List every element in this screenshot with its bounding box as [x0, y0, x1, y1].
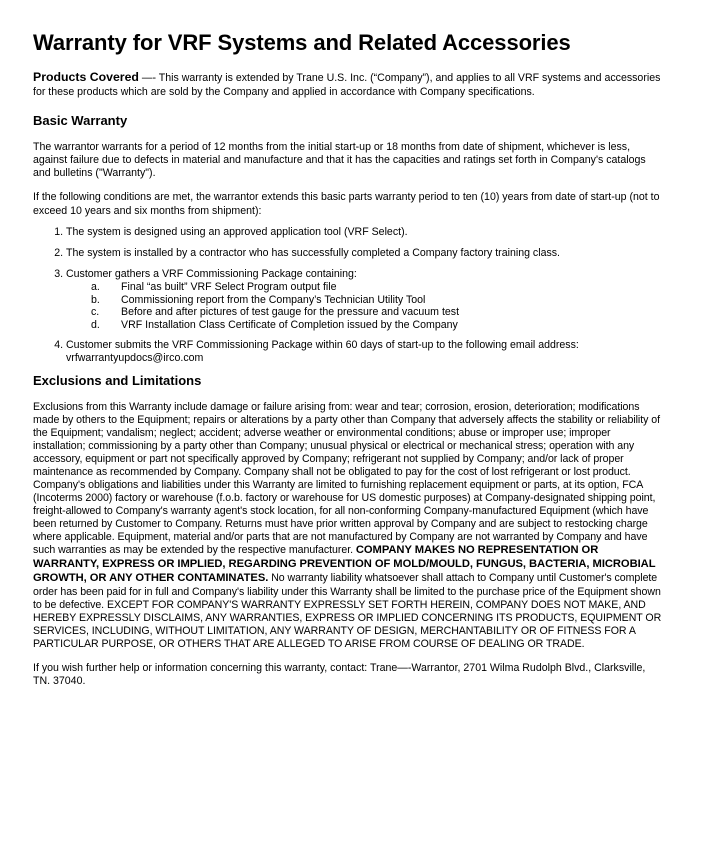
exclusions-bold-disclaimer: COMPANY MAKES NO REPRESENTATION OR WARRANTY, EXPRESS OR IMPLIED, REGARDING PREVENTION OF MOLD/MOULD, FUNGUS, BACTERIA, MICROBIAL GROWTH, OR ANY OTHER CONTAMINATES.: [33, 544, 656, 584]
condition-item-4: 4. Customer submits the VRF Commissioning Package within 60 days of start-up to the following email address: vrfwarrantyupdocs@irco.com: [66, 339, 663, 365]
products-covered-lead: Products Covered: [33, 70, 139, 85]
package-item-d: d. VRF Installation Class Certificate of Completion issued by the Company: [91, 318, 458, 331]
warranty-conditions-list: [33, 226, 663, 366]
products-covered-dash: —-: [138, 72, 159, 85]
condition-item-3: 3. Customer gathers a VRF Commissioning Package containing: a. Final “as built” VRF Select Program output file b. Commissioning report from the Company’s Technician Utility Tool c. Before and after pictures of test gauge for the pressure and vacuum test d. VRF Installation Class Certificate of Completion issued by the Company: [66, 268, 663, 331]
exclusions-heading: Exclusions and Limitations: [33, 373, 202, 389]
products-covered-text: This warranty is extended by Trane U.S. Inc. (“Company”), and applies to all VRF systems and accessories for these products which are sold by the Company and applied in accordance with Company specifications.: [33, 72, 661, 98]
exclusions-paragraph: [33, 401, 663, 651]
basic-warranty-paragraph-1: The warrantor warrants for a period of 12 months from the initial start-up or 18 months from date of shipment, whichever is less, against failure due to defects in material and manufacture and that it has the capacities and ratings set forth in Company's catalogs and bulletins ("Warranty").: [33, 140, 646, 180]
warranty-email-address: vrfwarrantyupdocs@irco.com: [66, 352, 204, 365]
package-item-c: c. Before and after pictures of test gauge for the pressure and vacuum test: [91, 306, 460, 319]
basic-warranty-heading: Basic Warranty: [33, 112, 128, 128]
basic-warranty-paragraph-2: If the following conditions are met, the warrantor extends this basic parts warranty period to ten (10) years from date of start-up (not to exceed 10 years and six months from shipment):: [33, 191, 660, 217]
document-title: Warranty for VRF Systems and Related Accessories: [33, 30, 571, 55]
package-item-a: a. Final “as built” VRF Select Program output file: [91, 281, 337, 294]
condition-item-2: 2. The system is installed by a contractor who has successfully completed a Company factory training class.: [66, 247, 663, 260]
commissioning-package-list: [66, 281, 663, 331]
exclusions-text-part-2: No warranty liability whatsoever shall attach to Company until Customer's complete order has been paid for in full and Company's liability under this Warranty shall be limited to the purchase price of the Equipment shown to be defective. EXCEPT FOR COMPANY'S WARRANTY EXPRESSLY SET FORTH HEREIN, COMPANY DOES NOT MAKE, AND HEREBY EXPRESSLY DISCLAIMS, ANY WARRANTIES, EXPRESS OR IMPLIED CONCERNING ITS PRODUCTS, EQUIPMENT OR SERVICES, INCLUDING, WITHOUT LIMITATION, ANY WARRANTY OF DESIGN, MERCHANTABILITY OR OF FITNESS FOR A PARTICULAR PURPOSE, OR OTHERS THAT ARE ALLEGED TO ARISE FROM COURSE OF DEALING OR TRADE.: [33, 571, 662, 650]
condition-item-1: 1. The system is designed using an approved application tool (VRF Select).: [66, 226, 663, 239]
package-item-b: b. Commissioning report from the Company’s Technician Utility Tool: [91, 293, 426, 306]
exclusions-text-part-1: Exclusions from this Warranty include damage or failure arising from: wear and tear; corrosion, erosion, deterioration; modifications made by others to the Equipment; repairs or alterations by a party other than Company that adversely affects the stability or reliability of the Equipment; vandalism; neglect; accident; adverse weather or environmental conditions; abuse or improper use; improper installation; commissioning by a party other than Company; unusual physical or electrical or mechanical stress; operation with any accessory, equipment or part not specifically approved by Company; refrigerant not supplied by Company; and/or lack of proper maintenance as recommended by Company. Company shall not be obligated to pay for the cost of lost refrigerant or lost product. Company's obligations and liabilities under this Warranty are limited to furnishing replacement equipment or parts, at its option, FCA (Incoterms 2000) factory or warehouse (f.o.b. factory or warehouse for US domestic purposes) at Company-designated shipping point, freight-allowed to Company's warranty agent's stock location, for all non-conforming Company-manufactured Equipment (which have been returned by Customer to Company. Returns must have prior written approval by Company and are subject to restocking charge where applicable. Equipment, material and/or parts that are not manufactured by Company are not warranted by Company and have such warranties as may be extended by the respective manufacturer.: [33, 401, 660, 557]
products-covered-paragraph: [33, 70, 663, 99]
warranty-document: [33, 30, 663, 688]
contact-paragraph: If you wish further help or information concerning this warranty, contact: Trane—-Warrantor, 2701 Wilma Rudolph Blvd., Clarksville, TN. 37040.: [33, 661, 646, 687]
